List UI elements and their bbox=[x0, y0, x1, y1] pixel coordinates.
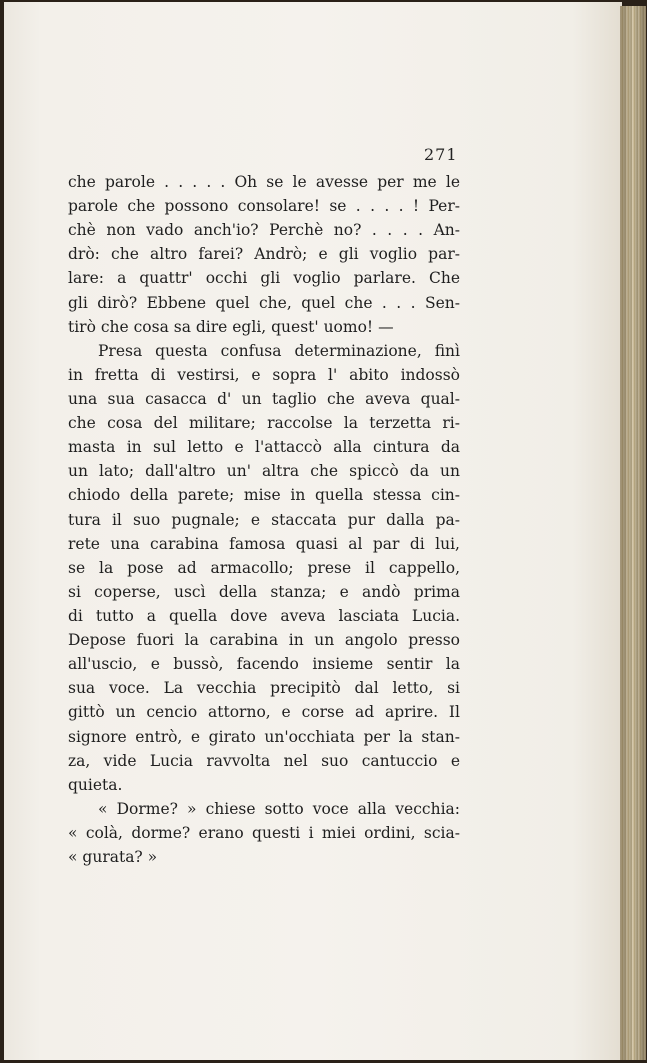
text-line: che parole . . . . . Oh se le avesse per me le bbox=[68, 173, 460, 191]
page-edges bbox=[620, 6, 646, 1060]
text-line: drò: che altro farei? Andrò; e gli voglio par- bbox=[68, 245, 460, 264]
text-line: di tutto a quella dove aveva lasciata Lucia. bbox=[68, 606, 460, 625]
text-line: all'uscio, e bussò, facendo insieme sentir la bbox=[68, 655, 460, 674]
text-line: rete una carabina famosa quasi al par di lui, bbox=[68, 534, 460, 553]
text-line: lare: a quattr' occhi gli voglio parlare. Che bbox=[68, 269, 460, 288]
text-line: tirò che cosa sa dire egli, quest' uomo! — bbox=[68, 317, 394, 336]
text-line: signore entrò, e girato un'occhiata per la stan- bbox=[68, 727, 460, 746]
text-line: parole che possono consolare! se . . . . ! Per- bbox=[68, 197, 460, 216]
text-line: « colà, dorme? erano questi i miei ordini, scia- bbox=[68, 823, 460, 842]
text-line: « gurata? » bbox=[68, 848, 158, 867]
text-line: Depose fuori la carabina in un angolo presso bbox=[68, 631, 460, 650]
text-line: chiodo della parete; mise in quella stessa cin- bbox=[68, 486, 460, 505]
book-page bbox=[4, 2, 622, 1060]
text-line: sua voce. La vecchia precipitò dal letto, si bbox=[68, 679, 460, 698]
text-line: se la pose ad armacollo; prese il cappello, bbox=[68, 558, 460, 577]
body-text bbox=[68, 170, 460, 869]
text-line: che cosa del militare; raccolse la terzetta ri- bbox=[68, 414, 460, 433]
text-line: tura il suo pugnale; e staccata pur dalla pa- bbox=[68, 510, 460, 529]
text-line: in fretta di vestirsi, e sopra l' abito indossò bbox=[68, 365, 460, 384]
page-number: 271 bbox=[424, 145, 458, 164]
text-line: masta in sul letto e l'attaccò alla cintura da bbox=[68, 438, 460, 457]
text-line: za, vide Lucia ravvolta nel suo cantuccio e bbox=[68, 751, 460, 770]
text-line: gli dirò? Ebbene quel che, quel che . . . Sen- bbox=[68, 293, 460, 312]
text-line: chè non vado anch'io? Perchè no? . . . . An- bbox=[68, 221, 460, 240]
text-line: si coperse, uscì della stanza; e andò prima bbox=[68, 582, 460, 601]
text-line: un lato; dall'altro un' altra che spiccò da un bbox=[68, 462, 460, 481]
text-line: Presa questa confusa determinazione, finì bbox=[98, 341, 460, 360]
text-line: quieta. bbox=[68, 775, 123, 794]
text-line: « Dorme? » chiese sotto voce alla vecchia: bbox=[98, 799, 460, 818]
text-line: gittò un cencio attorno, e corse ad aprire. Il bbox=[68, 703, 460, 722]
text-line: una sua casacca d' un taglio che aveva qual- bbox=[68, 389, 460, 408]
